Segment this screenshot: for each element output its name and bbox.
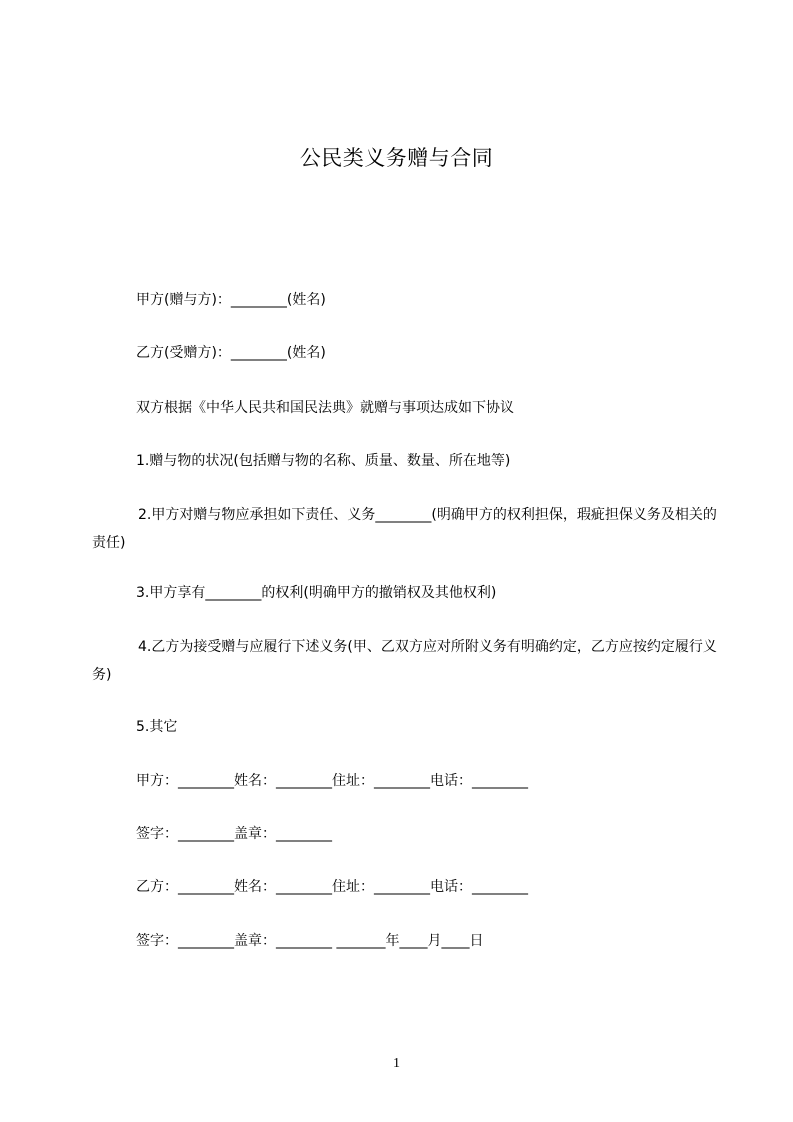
agreement-intro: 双方根据《中华人民共和国民法典》就赠与事项达成如下协议 — [136, 400, 514, 416]
clause-5: 5.其它 — [136, 719, 178, 735]
party-a-line: 甲方(赠与方)：________(姓名) — [136, 292, 326, 308]
party-a-sign-seal: 签字：________盖章：________ — [136, 826, 332, 842]
party-b-line: 乙方(受赠方)：________(姓名) — [136, 345, 326, 361]
party-b-signature-info: 乙方：________姓名：________住址：________电话：________ — [136, 879, 528, 895]
clause-2: 2.甲方对赠与物应承担如下责任、义务________(明确甲方的权利担保，瑕疵担保义务及相关的责任) — [92, 507, 717, 551]
page-number: 1 — [393, 1056, 400, 1071]
clause-4: 4.乙方为接受赠与应履行下述义务(甲、乙双方应对所附义务有明确约定，乙方应按约定履行义务) — [92, 639, 717, 683]
document-title: 公民类义务赠与合同 — [299, 146, 494, 170]
clause-1: 1.赠与物的状况(包括赠与物的名称、质量、数量、所在地等) — [136, 453, 511, 469]
party-a-signature-info: 甲方：________姓名：________住址：________电话：________ — [136, 773, 528, 789]
party-b-sign-seal-date: 签字：________盖章：________ _______年____月____日 — [136, 933, 484, 949]
clause-3: 3.甲方享有________的权利(明确甲方的撤销权及其他权利) — [136, 585, 497, 601]
